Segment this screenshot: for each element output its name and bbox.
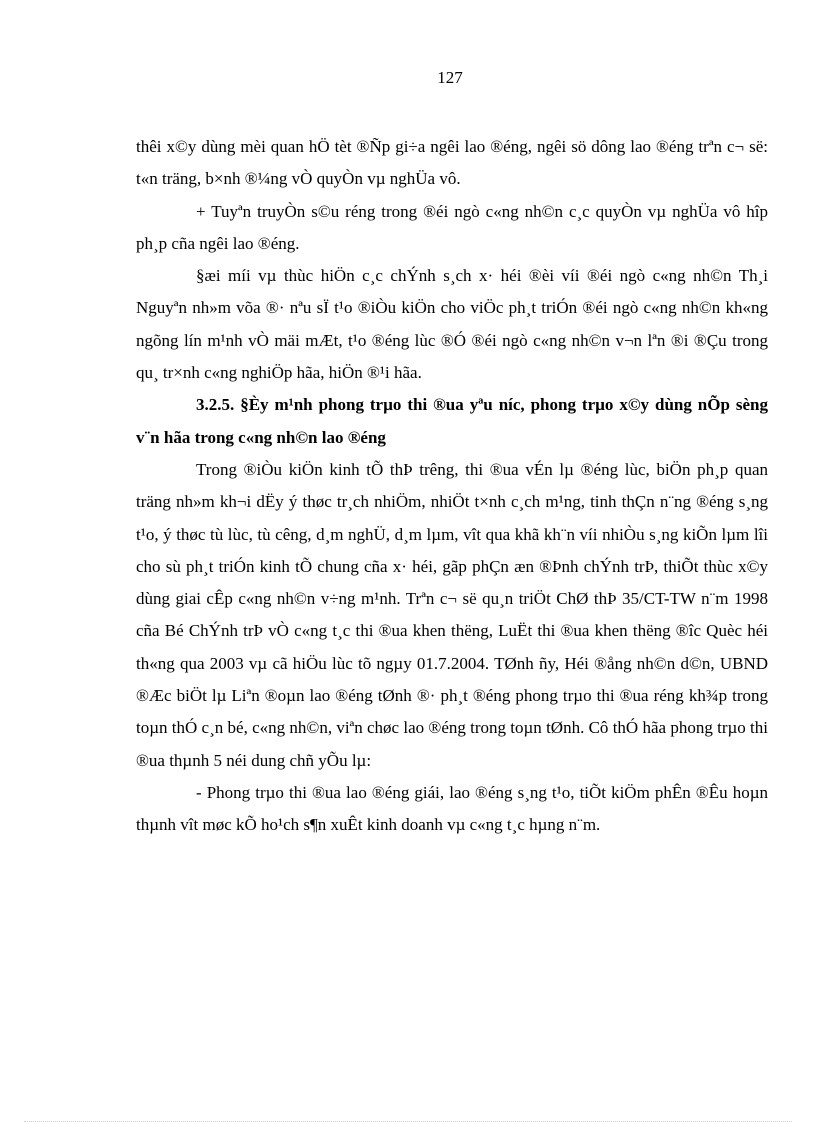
paragraph: Trong ®iÒu kiÖn kinh tÕ thÞ trêng, thi ®ua vÉn lµ ®éng lùc, biÖn ph¸p quan träng nh»m kh¬i dËy ý thøc tr¸ch nhiÖm, nhiÖt t×nh c¸ch m¹ng, tinh thÇn n¨ng ®éng s¸ng t¹o, ý thøc tù lùc, tù cêng, d¸m nghÜ, d¸m lµm, vît qua khã kh¨n víi nhiÒu s¸ng kiÕn lµm lîi cho sù ph¸t triÓn kinh tÕ chung cña x· héi, gãp phÇn æn ®Þnh chÝnh trÞ, thiÕt thùc x©y dùng giai cÊp c«ng nh©n v÷ng m¹nh. Trªn c¬ së qu¸n triÖt ChØ thÞ 35/CT-TW n¨m 1998 cña Bé ChÝnh trÞ vÒ c«ng t¸c thi ®ua khen thëng, LuËt thi ®ua khen thëng ®îc Quèc héi th«ng qua 2003 vµ cã hiÖu lùc tõ ngµy 01.7.2004. TØnh ñy, Héi ®ång nh©n d©n, UBND ®Æc biÖt lµ Liªn ®oµn lao ®éng tØnh ®· ph¸t ®éng phong trµo thi ®ua réng kh¾p trong toµn thÓ c¸n bé, c«ng nh©n, viªn chøc lao ®éng trong toµn tØnh. Cô thÓ hãa phong trµo thi ®ua thµnh 5 néi dung chñ yÕu lµ: [136, 459, 768, 770]
body-text [136, 131, 768, 842]
section-heading: 3.2.5. §Èy m¹nh phong trµo thi ®ua yªu níc, phong trµo x©y dùng nÕp sèng v¨n hãa trong c«ng nh©n lao ®éng [136, 395, 768, 447]
page-number: 127 [437, 68, 463, 87]
paragraph: + Tuyªn truyÒn s©u réng trong ®éi ngò c«ng nh©n c¸c quyÒn vµ nghÜa vô hîp ph¸p cña ngêi lao ®éng. [136, 201, 768, 253]
paragraph: - Phong trµo thi ®ua lao ®éng giái, lao ®éng s¸ng t¹o, tiÕt kiÖm phÊn ®Êu hoµn thµnh vît møc kÕ ho¹ch s¶n xuÊt kinh doanh vµ c«ng t¸c hµng n¨m. [136, 782, 768, 835]
page-bottom-divider [24, 1121, 792, 1122]
paragraph: §æi míi vµ thùc hiÖn c¸c chÝnh s¸ch x· héi ®èi víi ®éi ngò c«ng nh©n Th¸i Nguyªn nh»m võa ®· nªu sÏ t¹o ®iÒu kiÖn cho viÖc ph¸t triÓn ®éi ngò c«ng nh©n kh«ng ngõng lín m¹nh vÒ mäi mÆt, t¹o ®éng lùc ®Ó ®éi ngò c«ng nh©n v¬n lªn ®i ®Çu trong qu¸ tr×nh c«ng nghiÖp hãa, hiÖn ®¹i hãa. [136, 266, 768, 383]
paragraph: thêi x©y dùng mèi quan hÖ tèt ®Ñp gi÷a ngêi lao ®éng, ngêi sö dông lao ®éng trªn c¬ së: t«n träng, b×nh ®¼ng vÒ quyÒn vµ nghÜa vô. [136, 137, 768, 189]
